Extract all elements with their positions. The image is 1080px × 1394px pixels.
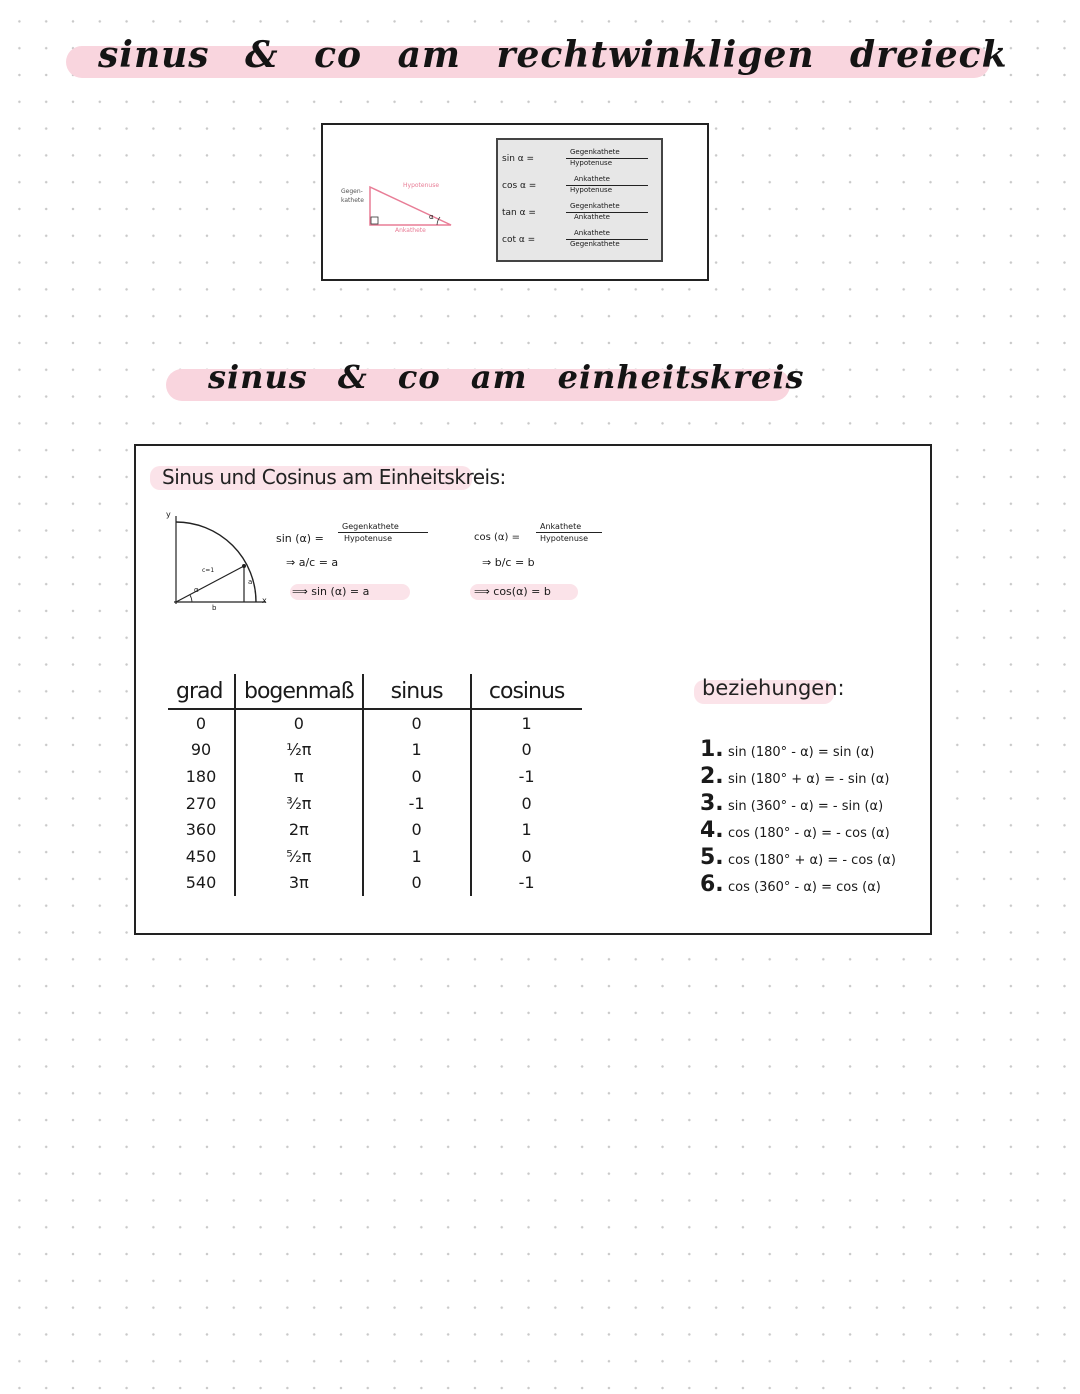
- table-row: [168, 870, 582, 897]
- trig-formula-card: [496, 138, 663, 262]
- formula-sin-num: Gegenkathete: [570, 148, 620, 156]
- relation-number: 2.: [700, 764, 724, 789]
- unit-circle-axis-x: x: [262, 596, 267, 605]
- formula-row-tan: [502, 200, 657, 226]
- title-einheitskreis: sinus & co am einheitskreis: [208, 358, 805, 396]
- cell-sinus: 0: [363, 816, 471, 843]
- cos-def-left: cos (α) =: [474, 532, 520, 543]
- sin-step: ⇒ a/c = a: [286, 556, 339, 569]
- right-triangle-diagram: [333, 145, 483, 265]
- cell-cosinus: 1: [521, 820, 532, 840]
- cell-bogenmass: 3π: [235, 870, 363, 897]
- relation-item: [700, 872, 881, 898]
- table-header-cosinus: cosinus: [471, 674, 582, 709]
- cell-bogenmass: 2π: [235, 816, 363, 843]
- unit-circle-label-angle: α: [194, 586, 199, 594]
- triangle-label-opposite: Gegen- kathete: [341, 188, 364, 204]
- sin-def-left: sin (α) =: [276, 532, 324, 545]
- formula-sin-left: sin α =: [502, 154, 535, 164]
- cell-sinus: 0: [363, 709, 471, 737]
- cell-cosinus: 0: [521, 846, 532, 866]
- relation-text: cos (180° - α) = - cos (α): [728, 826, 890, 841]
- unit-circle-label-b: b: [212, 604, 217, 612]
- cos-step: ⇒ b/c = b: [482, 556, 535, 569]
- relation-text: cos (360° - α) = cos (α): [728, 880, 881, 895]
- cell-cosinus: 0: [521, 793, 532, 813]
- formula-cot-den: Gegenkathete: [570, 240, 620, 248]
- cell-sinus: 0: [363, 763, 471, 790]
- relation-number: 5.: [700, 845, 724, 870]
- cell-grad: 90: [168, 737, 235, 764]
- formula-row-cot: [502, 227, 657, 253]
- relation-item: [700, 791, 883, 817]
- cell-sinus: 1: [363, 737, 471, 764]
- relation-number: 3.: [700, 791, 724, 816]
- formula-cos-den: Hypotenuse: [570, 186, 613, 194]
- relation-text: cos (180° + α) = - cos (α): [728, 853, 896, 868]
- table-row: [168, 737, 582, 764]
- cell-grad: 270: [168, 790, 235, 817]
- cell-grad: 540: [168, 870, 235, 897]
- unit-circle-label-a: a: [248, 578, 253, 586]
- table-row: [168, 816, 582, 843]
- sin-def-den: Hypotenuse: [344, 534, 393, 543]
- cell-grad: 180: [168, 763, 235, 790]
- formula-tan-den: Ankathete: [574, 213, 610, 221]
- triangle-angle-label: α: [429, 213, 434, 221]
- relations-heading: beziehungen:: [702, 676, 845, 700]
- cell-grad: 450: [168, 843, 235, 870]
- trig-value-table: [168, 674, 582, 896]
- relation-number: 4.: [700, 818, 724, 843]
- cell-cosinus: 1: [521, 713, 532, 733]
- formula-cos-num: Ankathete: [574, 175, 610, 183]
- formula-cos-left: cos α =: [502, 181, 537, 191]
- relation-text: sin (180° - α) = sin (α): [728, 745, 875, 760]
- unit-circle-diagram: [162, 510, 272, 610]
- triangle-label-adjacent: Ankathete: [395, 227, 426, 234]
- cell-cosinus: -1: [518, 873, 535, 893]
- triangle-label-hypotenuse: Hypotenuse: [403, 182, 440, 189]
- table-header-sinus: sinus: [363, 674, 471, 709]
- table-row: [168, 790, 582, 817]
- cos-def-den: Hypotenuse: [540, 534, 589, 543]
- title-rechtwinkligen-dreieck: sinus & co am rechtwinkligen dreieck: [98, 34, 1008, 76]
- cos-def-num: Ankathete: [540, 522, 582, 531]
- cell-sinus: 1: [363, 843, 471, 870]
- cell-bogenmass: π: [235, 763, 363, 790]
- relation-item: [700, 818, 890, 844]
- table-header-row: [168, 674, 582, 709]
- cell-grad: 0: [168, 709, 235, 737]
- sin-result: ⟹ sin (α) = a: [292, 585, 370, 598]
- unit-circle-heading: Sinus und Cosinus am Einheitskreis:: [162, 465, 506, 489]
- cell-bogenmass: 0: [235, 709, 363, 737]
- unit-circle-axis-y: y: [166, 510, 171, 519]
- relation-text: sin (360° - α) = - sin (α): [728, 799, 884, 814]
- cell-sinus: 0: [363, 870, 471, 897]
- relation-text: sin (180° + α) = - sin (α): [728, 772, 890, 787]
- cell-bogenmass: ½π: [235, 737, 363, 764]
- formula-cot-left: cot α =: [502, 235, 536, 245]
- relation-item: [700, 737, 874, 763]
- cell-bogenmass: ³⁄₂π: [235, 790, 363, 817]
- cell-grad: 360: [168, 816, 235, 843]
- cell-sinus: -1: [363, 790, 471, 817]
- table-row: [168, 843, 582, 870]
- formula-sin-den: Hypotenuse: [570, 159, 613, 167]
- cell-cosinus: 0: [521, 740, 532, 760]
- relation-number: 1.: [700, 737, 724, 762]
- table-header-grad: grad: [168, 674, 235, 709]
- cell-bogenmass: ⁵⁄₂π: [235, 843, 363, 870]
- table-header-bogenmass: bogenmaß: [235, 674, 363, 709]
- cell-cosinus: -1: [518, 766, 535, 786]
- relation-item: [700, 845, 896, 871]
- formula-tan-num: Gegenkathete: [570, 202, 620, 210]
- table-row: [168, 709, 582, 737]
- formula-cot-num: Ankathete: [574, 229, 610, 237]
- unit-circle-label-c: c=1: [202, 567, 215, 574]
- sin-def-num: Gegenkathete: [342, 522, 399, 531]
- cos-result: ⟹ cos(α) = b: [474, 585, 551, 598]
- relation-item: [700, 764, 889, 790]
- relation-number: 6.: [700, 872, 724, 897]
- formula-row-sin: [502, 146, 657, 172]
- table-row: [168, 763, 582, 790]
- formula-tan-left: tan α =: [502, 208, 536, 218]
- formula-row-cos: [502, 173, 657, 199]
